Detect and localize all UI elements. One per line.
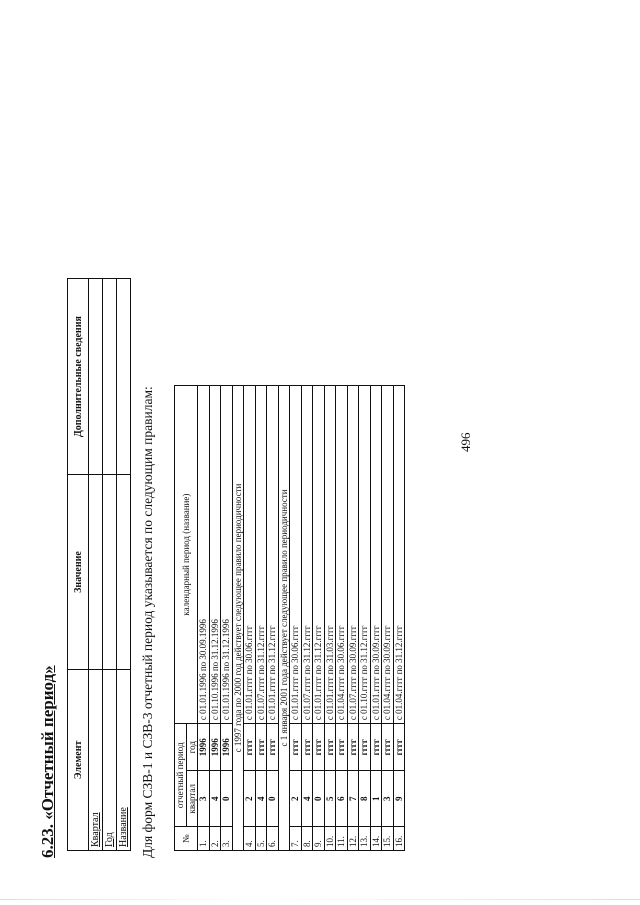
- row-number: 3.: [221, 827, 233, 851]
- quarter-cell: 2: [290, 771, 302, 827]
- table-row: [255, 386, 267, 851]
- year-cell: гггг: [370, 724, 382, 771]
- intro-text: Для форм СЗВ-1 и СЗВ-3 отчетный период указывается по следующим правилам:: [140, 386, 155, 858]
- column-header-number: №: [175, 827, 198, 851]
- calendar-period-cell: с 01.01.гггг по 31.12.гггг: [267, 386, 279, 724]
- row-number: 7.: [290, 827, 302, 851]
- year-cell: гггг: [255, 724, 267, 771]
- table-row: [103, 279, 117, 851]
- year-cell: гггг: [359, 724, 371, 771]
- table-row: [198, 386, 210, 851]
- row-number: 6.: [267, 827, 279, 851]
- calendar-period-cell: с 01.01.гггг по 30.06.гггг: [290, 386, 302, 724]
- section-heading: 6.23. «Отчетный период»: [38, 665, 57, 858]
- table-row: [370, 386, 382, 851]
- year-cell: гггг: [267, 724, 279, 771]
- year-cell: гггг: [382, 724, 394, 771]
- row-number: 16.: [393, 827, 405, 851]
- calendar-period-cell: с 01.07.гггг по 31.12.гггг: [255, 386, 267, 724]
- row-number: 10.: [324, 827, 336, 851]
- calendar-period-cell: с 01.01.гггг по 31.03.гггг: [324, 386, 336, 724]
- row-number: 8.: [301, 827, 313, 851]
- table-row: [336, 386, 348, 851]
- row-number: 5.: [255, 827, 267, 851]
- page-number: 496: [458, 432, 473, 452]
- reporting-period-table: [174, 385, 405, 851]
- year-cell: гггг: [324, 724, 336, 771]
- column-header-calendar: календарный период (название): [175, 386, 198, 724]
- quarter-cell: 0: [267, 771, 279, 827]
- calendar-period-cell: с 01.10.гггг по 31.12.гггг: [359, 386, 371, 724]
- table-row: [209, 386, 221, 851]
- year-cell: 1996: [198, 724, 210, 771]
- quarter-cell: 2: [244, 771, 256, 827]
- column-header-value: Значение: [68, 475, 89, 670]
- row-number: 4.: [244, 827, 256, 851]
- table-row: [313, 386, 325, 851]
- element-additional: [103, 279, 117, 475]
- element-additional: [117, 279, 131, 475]
- column-header-element: Элемент: [68, 669, 89, 850]
- calendar-period-cell: с 01.04.гггг по 30.09.гггг: [382, 386, 394, 724]
- table-row: [89, 279, 103, 851]
- calendar-period-cell: с 01.01.гггг по 30.09.гггг: [370, 386, 382, 724]
- table-row: [290, 386, 302, 851]
- table-header-row: [68, 279, 89, 851]
- row-number: 13.: [359, 827, 371, 851]
- table-row: [244, 386, 256, 851]
- year-cell: 1996: [221, 724, 233, 771]
- calendar-period-cell: с 01.01.1996 по 31.12.1996: [221, 386, 233, 724]
- year-cell: гггг: [393, 724, 405, 771]
- section-rule-1997-2000: с 1997 года по 2000 год действует следующее правило периодичности: [232, 386, 244, 851]
- scan-edge: [0, 899, 640, 900]
- calendar-period-cell: с 01.07.гггг по 30.09.гггг: [347, 386, 359, 724]
- year-cell: гггг: [313, 724, 325, 771]
- table-row: [347, 386, 359, 851]
- quarter-cell: 0: [313, 771, 325, 827]
- row-number: 12.: [347, 827, 359, 851]
- table-row: [301, 386, 313, 851]
- column-header-period: отчетный период: [175, 724, 187, 827]
- calendar-period-cell: с 01.07.гггг по 31.12.гггг: [301, 386, 313, 724]
- year-cell: 1996: [209, 724, 221, 771]
- table-row: [221, 386, 233, 851]
- quarter-cell: 3: [382, 771, 394, 827]
- row-number: 15.: [382, 827, 394, 851]
- section-row: [232, 386, 244, 851]
- calendar-period-cell: с 01.04.гггг по 30.06.гггг: [336, 386, 348, 724]
- calendar-period-cell: с 01.01.гггг по 30.06.гггг: [244, 386, 256, 724]
- year-cell: гггг: [336, 724, 348, 771]
- table-row: [359, 386, 371, 851]
- element-additional: [89, 279, 103, 475]
- column-header-additional-info: Дополнительные сведения: [68, 279, 89, 475]
- year-cell: гггг: [290, 724, 302, 771]
- section-row: [278, 386, 290, 851]
- quarter-cell: 5: [324, 771, 336, 827]
- quarter-cell: 9: [393, 771, 405, 827]
- section-rule-2001: с 1 января 2001 года действует следующее правило периодичности: [278, 386, 290, 851]
- quarter-cell: 4: [209, 771, 221, 827]
- column-header-year: год: [186, 724, 198, 771]
- calendar-period-cell: с 01.01.гггг по 31.12.гггг: [313, 386, 325, 724]
- element-name-year: Год: [103, 669, 117, 850]
- table-row: [393, 386, 405, 851]
- quarter-cell: 4: [301, 771, 313, 827]
- quarter-cell: 6: [336, 771, 348, 827]
- year-cell: гггг: [244, 724, 256, 771]
- element-name-quarter: Квартал: [89, 669, 103, 850]
- quarter-cell: 7: [347, 771, 359, 827]
- quarter-cell: 8: [359, 771, 371, 827]
- quarter-cell: 1: [370, 771, 382, 827]
- element-value: [103, 475, 117, 670]
- table-row: [324, 386, 336, 851]
- row-number: 2.: [209, 827, 221, 851]
- element-value: [117, 475, 131, 670]
- element-name-title: Название: [117, 669, 131, 850]
- year-cell: гггг: [347, 724, 359, 771]
- element-table: [67, 278, 131, 851]
- quarter-cell: 0: [221, 771, 233, 827]
- quarter-cell: 3: [198, 771, 210, 827]
- row-number: 14.: [370, 827, 382, 851]
- calendar-period-cell: с 01.01.1996 по 30.09.1996: [198, 386, 210, 724]
- table-row: [117, 279, 131, 851]
- calendar-period-cell: с 01.10.1996 по 31.12.1996: [209, 386, 221, 724]
- table-row: [267, 386, 279, 851]
- row-number: 11.: [336, 827, 348, 851]
- table-row: [382, 386, 394, 851]
- column-header-quarter: квартал: [186, 771, 198, 827]
- table-header-row: [175, 386, 187, 851]
- element-value: [89, 475, 103, 670]
- row-number: 9.: [313, 827, 325, 851]
- year-cell: гггг: [301, 724, 313, 771]
- row-number: 1.: [198, 827, 210, 851]
- quarter-cell: 4: [255, 771, 267, 827]
- calendar-period-cell: с 01.04.гггг по 31.12.гггг: [393, 386, 405, 724]
